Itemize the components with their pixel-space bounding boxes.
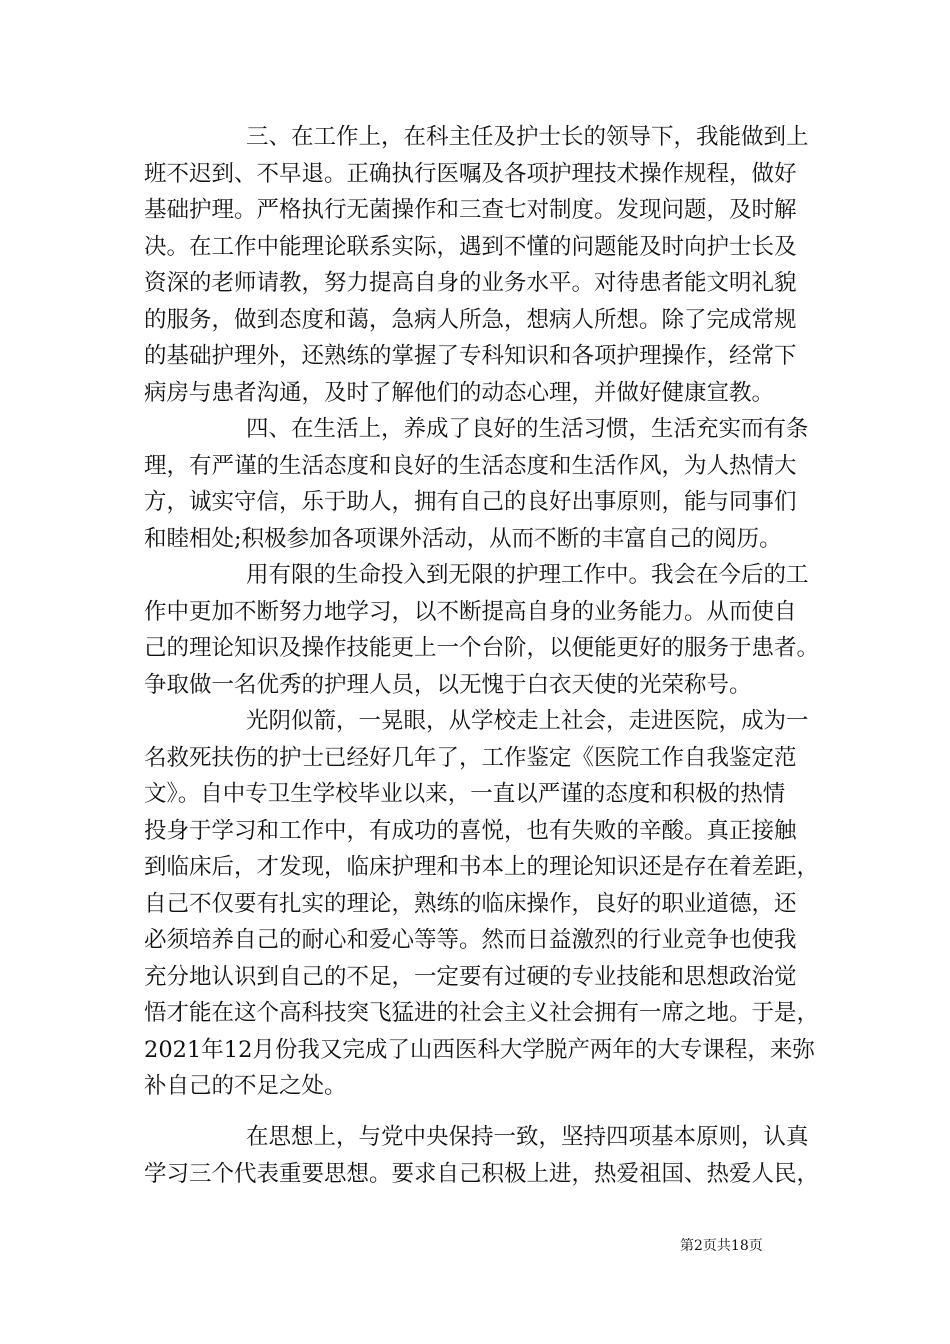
paragraph-line: 补自己的不足之处。 [144,1073,347,1099]
paragraph-line: 的服务，做到态度和蔼，急病人所急，想病人所想。除了完成常规 [144,307,797,333]
paragraph-line: 决。在工作中能理论联系实际，遇到不懂的问题能及时向护士长及 [144,234,797,260]
paragraph-line: 己的理论知识及操作技能更上一个台阶，以便能更好的服务于患者。 [144,635,820,661]
paragraph-line: 资深的老师请教，努力提高自身的业务水平。对待患者能文明礼貌 [144,270,797,296]
paragraph-line: 投身于学习和工作中，有成功的喜悦，也有失败的辛酸。真正接触 [144,818,797,844]
paragraph-line: 充分地认识到自己的不足，一定要有过硬的专业技能和思想政治觉 [144,964,797,990]
paragraph-line: 在思想上，与党中央保持一致，坚持四项基本原则，认真 [246,1124,809,1150]
paragraph-line: 用有限的生命投入到无限的护理工作中。我会在今后的工 [246,562,809,588]
paragraph-line: 理，有严谨的生活态度和良好的生活态度和生活作风，为人热情大 [144,453,797,479]
paragraph-line: 三、在工作上，在科主任及护士长的领导下，我能做到上 [246,124,809,150]
paragraph-line: 文》。自中专卫生学校毕业以来，一直以严谨的态度和积极的热情 [144,781,786,807]
paragraph-line: 争取做一名优秀的护理人员，以无愧于白衣天使的光荣称号。 [144,672,752,698]
paragraph-line: 自己不仅要有扎实的理论，熟练的临床操作，良好的职业道德，还 [144,891,797,917]
paragraph-line: 作中更加不断努力地学习，以不断提高自身的业务能力。从而使自 [144,599,797,625]
paragraph-line: 必须培养自己的耐心和爱心等等。然而日益激烈的行业竞争也使我 [144,927,797,953]
paragraph-line: 班不迟到、不早退。正确执行医嘱及各项护理技术操作规程，做好 [144,161,797,187]
paragraph-line: 悟才能在这个高科技突飞猛进的社会主义社会拥有一席之地。于是， [144,1000,820,1026]
page-number-footer: 第2页共18页 [680,1238,763,1254]
paragraph-line: 病房与患者沟通，及时了解他们的动态心理，并做好健康宣教。 [144,380,775,406]
paragraph-line: 到临床后，才发现，临床护理和书本上的理论知识还是存在着差距， [144,854,820,880]
paragraph-line: 光阴似箭，一晃眼，从学校走上社会，走进医院，成为一 [246,708,809,734]
paragraph-line: 的基础护理外，还熟练的掌握了专科知识和各项护理操作，经常下 [144,343,797,369]
paragraph-line: 学习三个代表重要思想。要求自己积极上进，热爱祖国、热爱人民， [144,1161,820,1187]
paragraph-line: 四、在生活上，养成了良好的生活习惯，生活充实而有条 [246,416,809,442]
paragraph-line: 基础护理。严格执行无菌操作和三查七对制度。发现问题，及时解 [144,197,797,223]
paragraph-line: 2021年12月份我又完成了山西医科大学脱产两年的大专课程，来弥 [144,1037,815,1063]
paragraph-line: 和睦相处;积极参加各项课外活动，从而不断的丰富自己的阅历。 [144,526,782,552]
paragraph-line: 方，诚实守信，乐于助人，拥有自己的良好出事原则，能与同事们 [144,489,797,515]
paragraph-line: 名救死扶伤的护士已经好几年了，工作鉴定《医院工作自我鉴定范 [144,745,797,771]
